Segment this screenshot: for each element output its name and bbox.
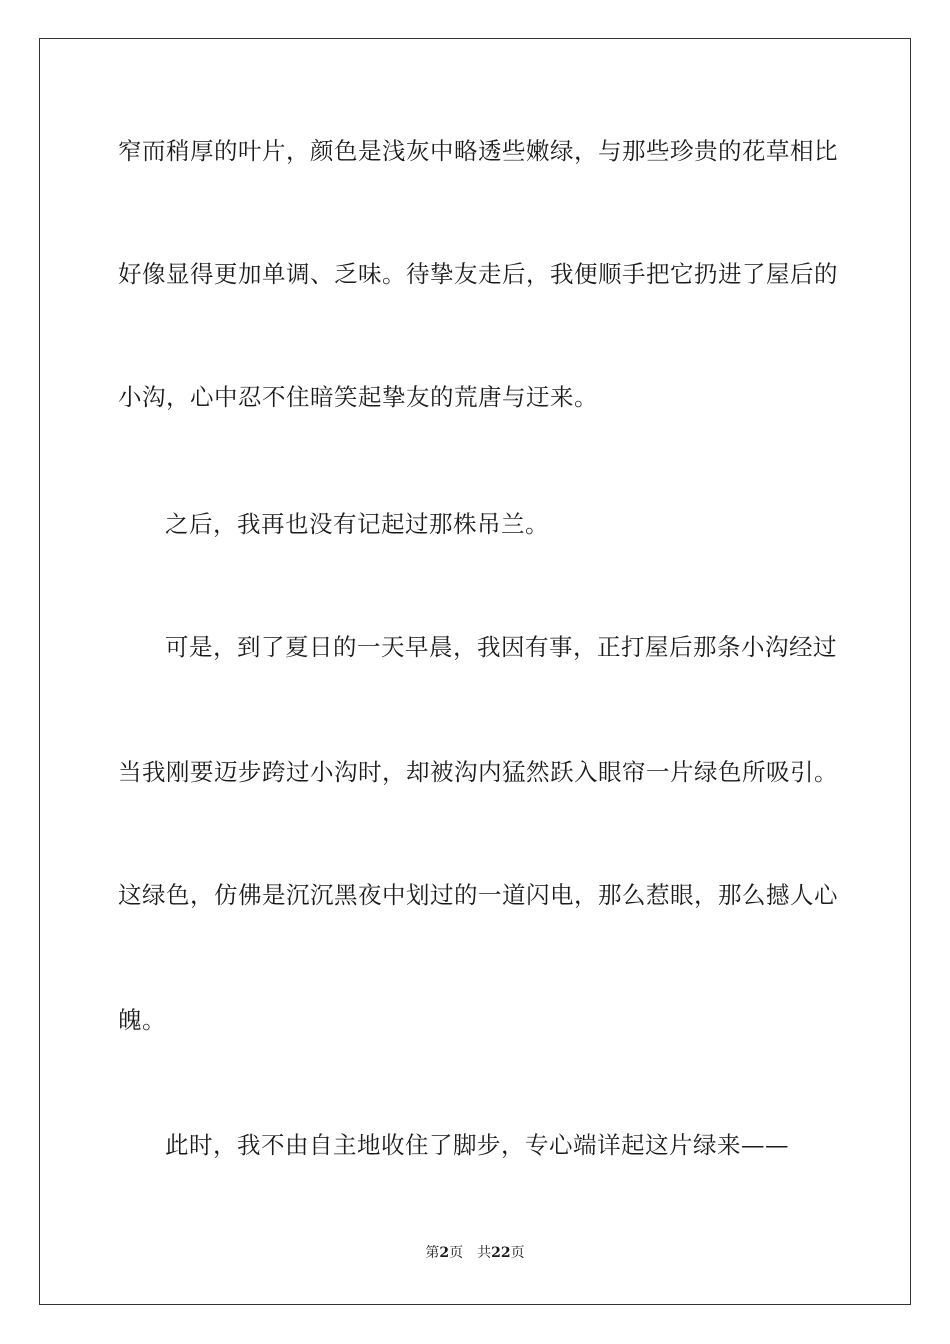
page-footer [0, 1243, 950, 1263]
text-line-7: 这绿色，仿佛是沉沉黑夜中划过的一道闪电，那么惹眼，那么撼人心 [118, 881, 838, 909]
text-line-1: 窄而稍厚的叶片，颜色是浅灰中略透些嫩绿，与那些珍贵的花草相比 [118, 137, 838, 165]
page-prefix: 第 [425, 1245, 440, 1261]
total-pages: 22 [491, 1245, 511, 1261]
page-number: 2 [439, 1245, 450, 1261]
total-prefix: 共 [477, 1245, 492, 1261]
text-line-5: 可是，到了夏日的一天早晨，我因有事，正打屋后那条小沟经过 [165, 633, 837, 661]
text-line-9: 此时，我不由自主地收住了脚步，专心端详起这片绿来—— [165, 1131, 789, 1159]
text-line-2: 好像显得更加单调、乏味。待挚友走后，我便顺手把它扔进了屋后的 [118, 260, 838, 288]
total-suffix: 页 [510, 1245, 525, 1261]
text-line-4: 之后，我再也没有记起过那株吊兰。 [165, 510, 549, 538]
page-border [39, 38, 911, 1305]
text-line-8: 魄。 [118, 1006, 166, 1034]
text-line-3: 小沟，心中忍不住暗笑起挚友的荒唐与迂来。 [118, 383, 598, 411]
page-suffix: 页 [449, 1245, 464, 1261]
text-line-6: 当我刚要迈步跨过小沟时，却被沟内猛然跃入眼帘一片绿色所吸引。 [118, 758, 838, 786]
